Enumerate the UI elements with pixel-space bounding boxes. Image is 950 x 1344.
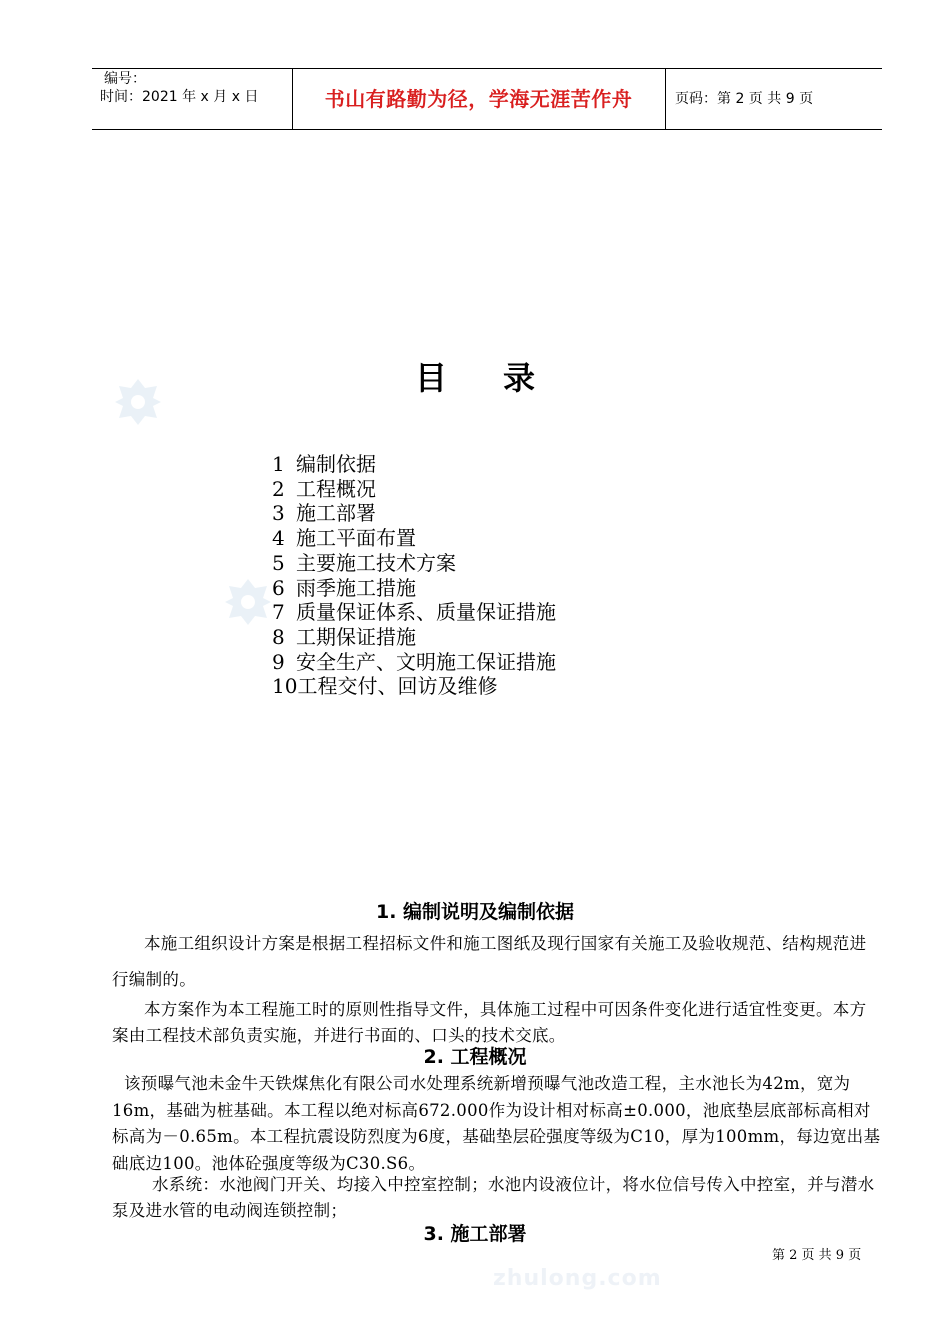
toc-item-number: 9 — [272, 649, 285, 674]
toc-item-number: 2 — [272, 476, 285, 501]
section-1-paragraph-2: 本方案作为本工程施工时的原则性指导文件，具体施工过程中可因条件变化进行适宜性变更。本方案由工程技术部负责实施，并进行书面的、口头的技术交底。 — [112, 1000, 867, 1045]
toc-item — [272, 625, 556, 650]
snowflake-logo-icon — [224, 578, 272, 626]
header-motto: 书山有路勤为径，学海无涯苦作舟 — [324, 87, 633, 111]
toc-title-char: 录 — [503, 359, 536, 397]
toc-item — [272, 501, 556, 526]
toc-item-number: 8 — [272, 624, 285, 649]
toc-item — [272, 551, 556, 576]
toc-item-number: 3 — [272, 501, 285, 526]
toc-item-number: 10 — [272, 674, 298, 699]
section-1-paragraph-1: 本施工组织设计方案是根据工程招标文件和施工图纸及现行国家有关施工及验收规范、结构规范进行编制的。 — [112, 934, 867, 989]
toc-item — [272, 526, 556, 551]
document-number-label: 编号： — [104, 71, 146, 87]
header-page-label: 页码：第 2 页 共 9 页 — [675, 91, 814, 107]
toc-item — [272, 452, 556, 477]
toc-item-label: 施工部署 — [296, 501, 376, 526]
site-watermark: zhulong.com — [493, 1266, 662, 1291]
toc-title — [0, 356, 950, 400]
toc-item — [272, 674, 556, 699]
toc-item — [272, 650, 556, 675]
toc-item-label: 质量保证体系、质量保证措施 — [296, 600, 556, 625]
toc-item — [272, 576, 556, 601]
toc-list — [272, 452, 556, 699]
header-right-cell — [665, 69, 882, 129]
toc-item — [272, 600, 556, 625]
toc-item-label: 安全生产、文明施工保证措施 — [296, 649, 556, 674]
page-header — [92, 68, 882, 130]
toc-item-label: 工程概况 — [296, 476, 376, 501]
toc-item-number: 5 — [272, 550, 285, 575]
toc-item-label: 雨季施工措施 — [296, 575, 416, 600]
section-1-heading: 1. 编制说明及编制依据 — [375, 901, 575, 923]
toc-item — [272, 477, 556, 502]
header-middle-cell — [292, 69, 666, 129]
section-2-heading: 2. 工程概况 — [423, 1046, 527, 1068]
section-3-heading: 3. 施工部署 — [423, 1223, 527, 1245]
toc-item-number: 7 — [272, 600, 285, 625]
header-left-cell — [92, 69, 293, 129]
toc-item-label: 编制依据 — [296, 452, 376, 476]
toc-item-label: 主要施工技术方案 — [296, 550, 456, 575]
toc-item-number: 1 — [272, 452, 285, 476]
toc-item-label: 工期保证措施 — [296, 624, 416, 649]
section-2-paragraph-2: 水系统：水池阀门开关、均接入中控室控制；水池内设液位计，将水位信号传入中控室，并与潜水泵及进水管的电动阀连锁控制； — [112, 1175, 875, 1220]
footer-page-number: 第 2 页 共 9 页 — [772, 1248, 862, 1263]
toc-item-number: 4 — [272, 526, 285, 551]
section-2-paragraph-1: 该预曝气池未金牛天铁煤焦化有限公司水处理系统新增预曝气池改造工程，主水池长为42m，宽为16m，基础为桩基础。本工程以绝对标高672.000作为设计相对标高±0.000，池底垫层底部标高相对标高为－0.65m。本工程抗震设防烈度为6度，基础垫层砼强度等级为C10，厚为100mm，每边宽出基础底边100。池体砼强度等级为C30.S6。 — [112, 1074, 881, 1173]
toc-item-number: 6 — [272, 575, 285, 600]
toc-item-label: 施工平面布置 — [296, 526, 416, 551]
toc-title-char: 目 — [414, 359, 447, 397]
toc-item-label: 工程交付、回访及维修 — [297, 674, 498, 699]
document-date-label: 时间：2021 年 x 月 x 日 — [100, 89, 259, 105]
